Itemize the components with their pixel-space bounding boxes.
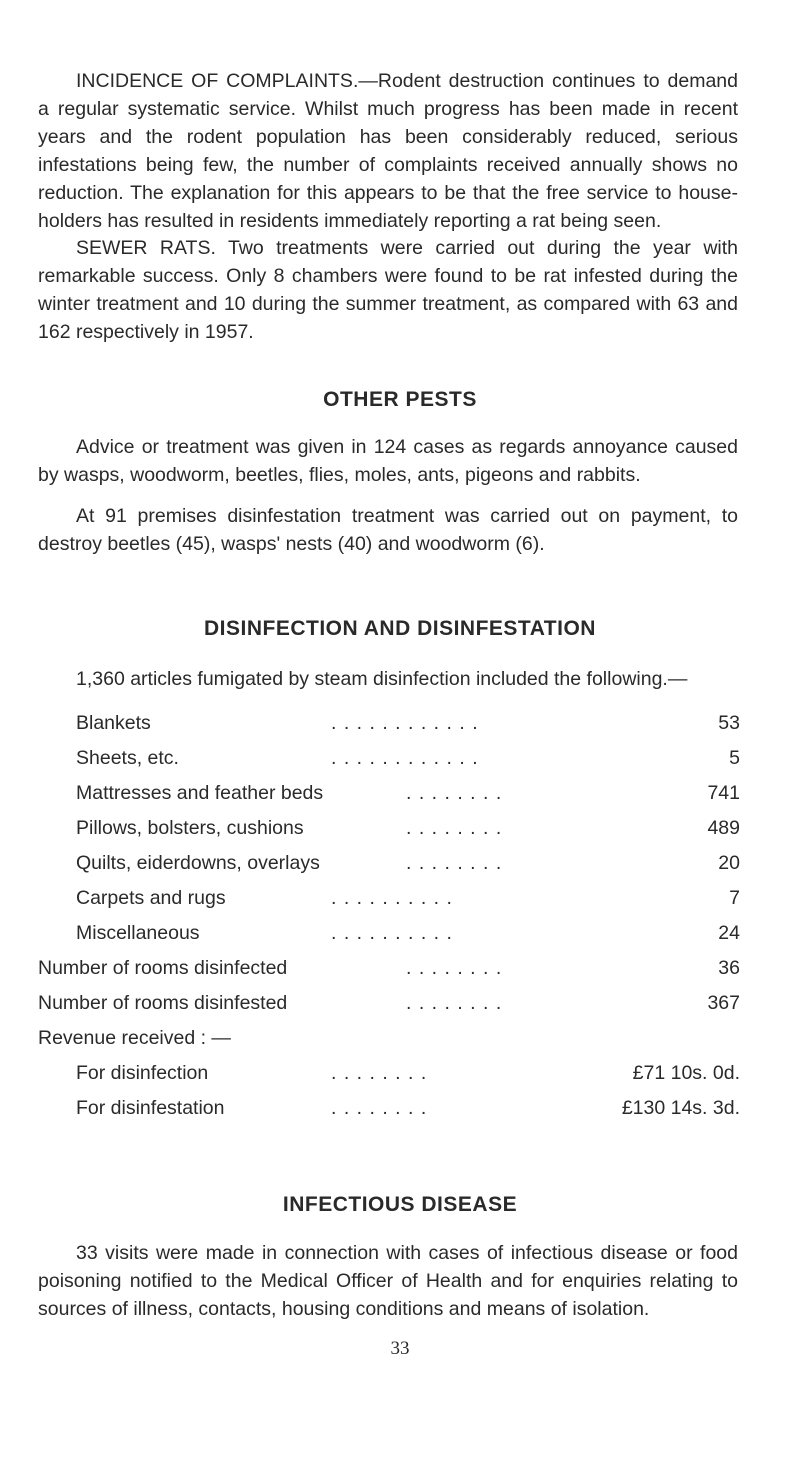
disinfection-heading: DISINFECTION AND DISINFESTATION: [204, 617, 596, 640]
row-value: 367: [707, 992, 740, 1014]
table-row: [76, 779, 740, 807]
row-label: Blankets: [76, 712, 151, 734]
row-value: 7: [729, 887, 740, 909]
row-value: 24: [718, 922, 740, 944]
row-value: 20: [718, 852, 740, 874]
row-value: £71 10s. 0d.: [632, 1062, 740, 1084]
table-row: [76, 709, 740, 737]
other-pests-heading: OTHER PESTS: [323, 388, 477, 411]
table-row: [76, 814, 740, 842]
table-row: [76, 884, 740, 912]
row-value: 36: [718, 957, 740, 979]
row-label: Pillows, bolsters, cushions: [76, 817, 304, 839]
row-value: 489: [707, 817, 740, 839]
row-label: For disinfection: [76, 1062, 209, 1084]
row-label: Quilts, eiderdowns, overlays: [76, 852, 320, 874]
table-row: [76, 744, 740, 772]
leader-dots: . . . . . . . .: [406, 852, 503, 874]
table-row: [76, 1059, 740, 1087]
revenue-label-row: [38, 1024, 740, 1052]
leader-dots: . . . . . . . . . . . .: [331, 712, 479, 734]
incidence-paragraph: INCIDENCE OF COMPLAINTS.—Rodent destruction continues to demand a regular systematic service. Whilst much progress has been made in recent years and the rodent population has been considerably reduced, serious infestations being few, the number of complaints received annually shows no reduction. The explanation for this appears to be that the free service to house-holders has resulted in residents immediately reporting a rat being seen.: [38, 70, 738, 232]
leader-dots: . . . . . . . . . .: [331, 887, 453, 909]
row-value: 5: [729, 747, 740, 769]
infectious-disease-paragraph: 33 visits were made in connection with cases of infectious disease or food poisoning notified to the Medical Officer of Health and for enquiries relating to sources of illness, contacts, housing conditions and means of isolation.: [38, 1242, 738, 1320]
row-label: Carpets and rugs: [76, 887, 226, 909]
infectious-disease-heading: INFECTIOUS DISEASE: [282, 1193, 518, 1216]
table-row: [76, 849, 740, 877]
table-row: [76, 1094, 740, 1122]
other-pests-paragraph-2: At 91 premises disinfestation treatment was carried out on payment, to destroy beetles (45), wasps' nests (40) and woodworm (6).: [38, 505, 738, 555]
leader-dots: . . . . . . . .: [331, 1062, 428, 1084]
page-number: 33: [390, 1338, 410, 1359]
leader-dots: . . . . . . . . . .: [331, 922, 453, 944]
other-pests-paragraph-1: Advice or treatment was given in 124 cases as regards annoyance caused by wasps, woodworm, beetles, flies, moles, ants, pigeons and rabbits.: [38, 436, 738, 486]
leader-dots: . . . . . . . . . . . .: [331, 747, 479, 769]
row-label: Number of rooms disinfected: [38, 957, 288, 979]
row-label: Miscellaneous: [76, 922, 200, 944]
row-label: Number of rooms disinfested: [38, 992, 288, 1014]
table-row: [38, 989, 740, 1017]
row-label: Mattresses and feather beds: [76, 782, 324, 804]
leader-dots: . . . . . . . .: [406, 782, 503, 804]
table-row: [38, 954, 740, 982]
leader-dots: . . . . . . . .: [331, 1097, 428, 1119]
disinfection-intro: 1,360 articles fumigated by steam disinfection included the following.—: [76, 668, 688, 690]
row-value: 741: [707, 782, 740, 804]
row-label: Sheets, etc.: [76, 747, 179, 769]
row-value: 53: [718, 712, 740, 734]
leader-dots: . . . . . . . .: [406, 957, 503, 979]
leader-dots: . . . . . . . .: [406, 992, 503, 1014]
sewer-rats-paragraph: SEWER RATS. Two treatments were carried out during the year with remarkable success. Only 8 chambers were found to be rat infested during the winter treatment and 10 during the summer treatment, as compared with 63 and 162 respectively in 1957.: [38, 237, 738, 343]
table-row: [76, 919, 740, 947]
row-value: £130 14s. 3d.: [621, 1097, 740, 1119]
row-label: For disinfestation: [76, 1097, 225, 1119]
leader-dots: . . . . . . . .: [406, 817, 503, 839]
revenue-label: Revenue received : —: [38, 1027, 231, 1049]
